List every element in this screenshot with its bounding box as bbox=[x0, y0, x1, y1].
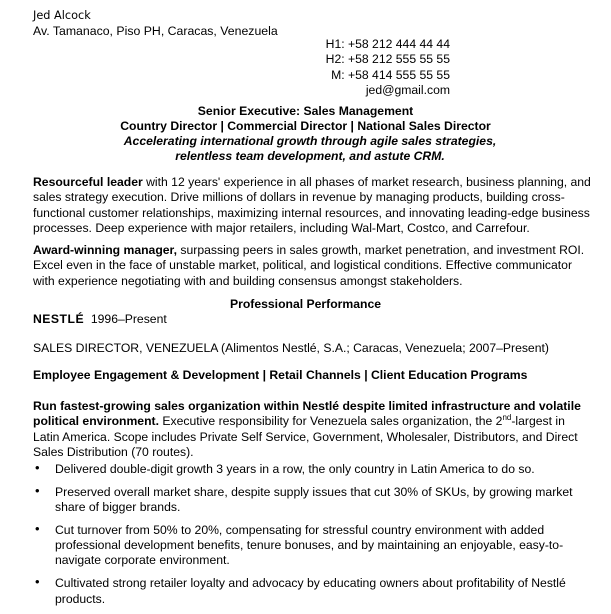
achievement-item bbox=[33, 462, 593, 477]
candidate-address: Av. Tamanaco, Piso PH, Caracas, Venezuela bbox=[33, 24, 278, 38]
achievement-text: Cut turnover from 50% to 20%, compensating for stressful country environment with added professional development benefits, tenure bonuses, and by maintaining an enjoyable, easy-to-navigate corporate environment. bbox=[55, 522, 564, 568]
achievement-item bbox=[33, 520, 593, 569]
overview-lead: Run fastest-growing sales organization within Nestlé despite limited infrastructure and volatile political environment. bbox=[33, 399, 581, 429]
achievement-item bbox=[33, 576, 593, 607]
summary-paragraph-1 bbox=[33, 175, 593, 236]
company-name: NESTLÉ bbox=[33, 312, 85, 326]
contact-block bbox=[300, 37, 450, 98]
position-overview bbox=[33, 399, 593, 460]
achievement-text: Preserved overall market share, despite supply issues that cut 30% of SKUs, by growing market share of bigger brands. bbox=[55, 484, 573, 515]
summary-lead-1: Resourceful leader bbox=[33, 175, 143, 189]
phone-mobile: M: +58 414 555 55 55 bbox=[331, 67, 450, 82]
overview-text-cont: -largest in Latin America. Scope includes Private Self Service, Government, Wholesaler, Distributors, and Direct Sales Distribution (70 routes). bbox=[33, 414, 578, 459]
phone-home-1: H1: +58 212 444 44 44 bbox=[325, 37, 450, 51]
focus-areas: Employee Engagement & Development | Retail Channels | Client Education Programs bbox=[33, 368, 528, 382]
summary-lead-2: Award-winning manager, bbox=[33, 243, 178, 257]
bullet-icon: • bbox=[35, 520, 40, 536]
bullet-icon: • bbox=[35, 460, 40, 475]
position-title: SALES DIRECTOR, VENEZUELA (Alimentos Nestlé, S.A.; Caracas, Venezuela; 2007–Present) bbox=[33, 341, 549, 355]
section-title-experience: Professional Performance bbox=[229, 297, 382, 311]
achievement-item bbox=[33, 482, 593, 516]
summary-text-2: surpassing peers in sales growth, market penetration, and investment ROI. Excel even in the face of unstable market, political, and logistical conditions. Effective communicator with experience negotiating with and building consensus amongst stakeholders. bbox=[33, 243, 585, 288]
summary-text-1: with 12 years' experience in all phases of market research, business planning, and sales strategy execution. Drive millions of dollars in revenue by managing products, building cross-functional customer relationships, maximizing internal resources, and innovating leading-edge business processes. Deep experience with major retailers, including Wal-Mart, Costco, and Carrefour. bbox=[33, 175, 591, 235]
headline-title: Senior Executive: Sales Management bbox=[197, 104, 414, 118]
email: jed@gmail.com bbox=[365, 82, 450, 97]
candidate-name: Jed Alcock bbox=[33, 9, 91, 22]
bullet-icon: • bbox=[35, 574, 40, 590]
achievement-list bbox=[33, 462, 593, 614]
overview-text: Executive responsibility for Venezuela sales organization, the 2 bbox=[158, 414, 503, 429]
company-line bbox=[33, 312, 167, 326]
achievement-text: Cultivated strong retailer loyalty and advocacy by educating owners about profitability of Nestlé products. bbox=[55, 576, 566, 606]
bullet-icon: • bbox=[35, 482, 40, 498]
overview-sup: nd bbox=[502, 413, 512, 423]
achievement-text: Delivered double-digit growth 3 years in a row, the only country in Latin America to do so. bbox=[55, 462, 535, 476]
phone-home-2: H2: +58 212 555 55 55 bbox=[325, 52, 450, 67]
summary-paragraph-2 bbox=[33, 243, 593, 289]
headline-roles: Country Director | Commercial Director | National Sales Director bbox=[120, 119, 491, 133]
company-dates: 1996–Present bbox=[90, 312, 167, 326]
headline-tagline: Accelerating international growth through agile sales strategies, relentless team development, and astute CRM. bbox=[123, 134, 497, 164]
